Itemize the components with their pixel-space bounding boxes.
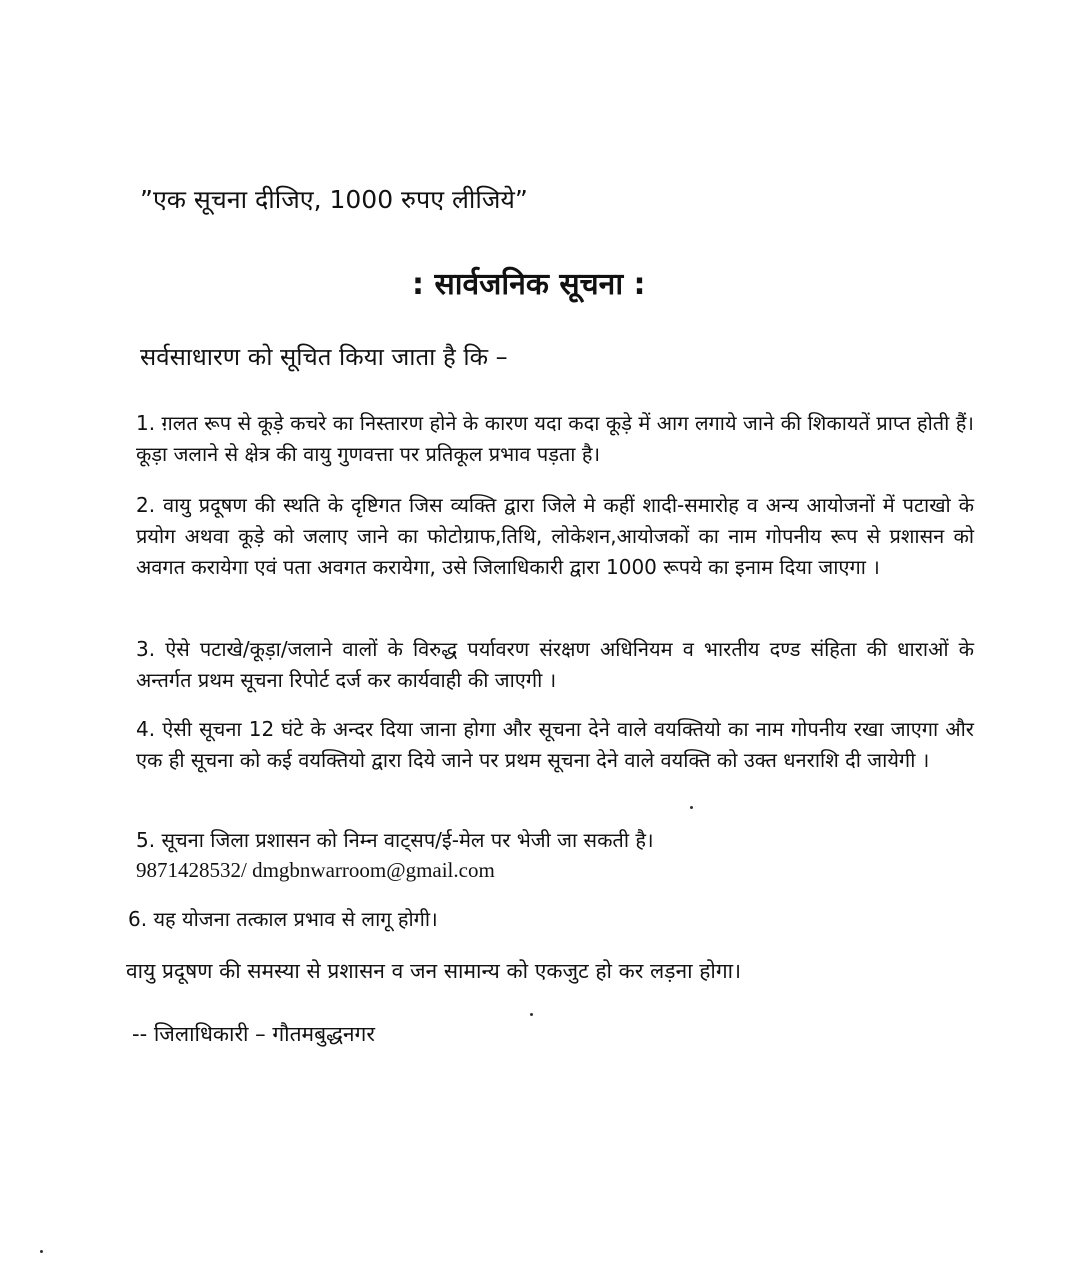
notice-intro: सर्वसाधारण को सूचित किया जाता है कि –: [140, 343, 508, 371]
notice-heading: : सार्वजनिक सूचना :: [412, 267, 646, 302]
scan-speck: [530, 1013, 533, 1016]
notice-point-6: 6. यह योजना तत्काल प्रभाव से लागू होगी।: [128, 907, 438, 931]
contact-info: 9871428532/ dmgbnwarroom@gmail.com: [136, 858, 495, 882]
notice-point-3: 3. ऐसे पटाखे/कूड़ा/जलाने वालों के विरुद्ध पर्यावरण संरक्षण अधिनियम व भारतीय दण्ड संहिता की धाराओं के अन्तर्गत प्रथम सूचना रिपोर्ट दर्ज कर कार्यवाही की जाएगी ।: [136, 637, 974, 692]
notice-point-5: 5. सूचना जिला प्रशासन को निम्न वाट्सप/ई-मेल पर भेजी जा सकती है।: [136, 828, 654, 852]
scan-speck: [690, 806, 693, 809]
notice-point-4: 4. ऐसी सूचना 12 घंटे के अन्दर दिया जाना होगा और सूचना देने वाले वयक्तियो का नाम गोपनीय रखा जाएगा और एक ही सूचना को कई वयक्तियो द्वारा दिये जाने पर प्रथम सूचना देने वाले वयक्ति को उक्त धनराशि दी जायेगी ।: [136, 717, 974, 772]
closing-statement: वायु प्रदूषण की समस्या से प्रशासन व जन सामान्य को एकजुट हो कर लड़ना होगा।: [126, 959, 742, 983]
signature: -- जिलाधिकारी – गौतमबुद्धनगर: [132, 1022, 375, 1046]
notice-tagline: ”एक सूचना दीजिए, 1000 रुपए लीजिये”: [140, 185, 528, 214]
scan-speck: [40, 1250, 43, 1253]
notice-point-2: 2. वायु प्रदूषण की स्थति के दृष्टिगत जिस व्यक्ति द्वारा जिले मे कहीं शादी-समारोह व अन्य आयोजनों में पटाखो के प्रयोग अथवा कूड़े को जलाए जाने का फोटोग्राफ,तिथि, लोकेशन,आयोजकों का नाम गोपनीय रूप से प्रशासन को अवगत करायेगा एवं पता अवगत करायेगा, उसे जिलाधिकारी द्वारा 1000 रूपये का इनाम दिया जाएगा ।: [136, 493, 974, 579]
notice-point-1: 1. ग़लत रूप से कूड़े कचरे का निस्तारण होने के कारण यदा कदा कूड़े में आग लगाये जाने की शिकायतें प्राप्त होती हैं। कूड़ा जलाने से क्षेत्र की वायु गुणवत्ता पर प्रतिकूल प्रभाव पड़ता है।: [136, 411, 974, 466]
